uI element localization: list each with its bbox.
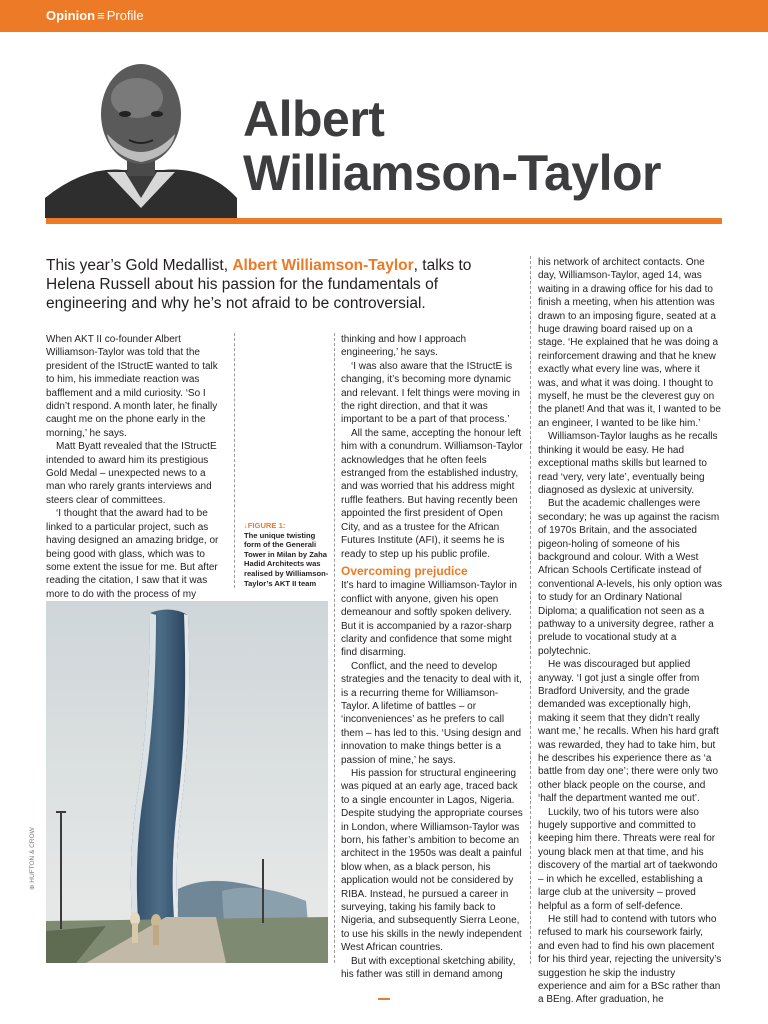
paragraph: ‘I was also aware that the IStructE is changing, it’s becoming more dynamic and relevant. I felt things were moving in the right direction, and that it was important to be a part of that process.’ (341, 360, 520, 426)
standfirst-pre: This year’s Gold Medallist, (46, 257, 233, 274)
photo-credit-text: HUFTON & CROW (29, 827, 36, 883)
name-line-first: Albert (243, 91, 385, 147)
paragraph: his network of architect contacts. One day, Williamson-Taylor, aged 14, was waiting in a drawing office for his dad to finish a meeting, when his attention was drawn to an imposing figure, seated at a huge drawing board raised up on a stage. ‘He explained that he was doing a reinforcement drawing and that he knew exactly what every line was, where it was, and what it was doing. I thought to myself, he must be the cleverest guy on the planet! And that was it, I wanted to be an engineer, I wanted to be like him.’ (538, 257, 721, 429)
paragraph: He was discouraged but applied anyway. ‘I got just a single offer from Bradford University, and the grade demanded was exceptionally high, making it seem that they didn’t really want me,’ he recalls. When his hard graft was rewarded, they had to take him, but he describes his experience there as ‘a battle from day one’; there were only two other black people on the course, and ‘half the department wanted me out’. (538, 659, 719, 805)
paragraph: thinking and how I approach engineering,’ he says. (341, 334, 467, 359)
paragraph: He still had to contend with tutors who refused to mark his coursework fairly, and even had to find his own placement for his third year, rejecting the university’s suggestion he skip the industry experience and aim for a BSc rather than a BEng. After graduation, he (538, 913, 722, 1006)
generali-tower-photo (46, 601, 328, 963)
portrait-photo (45, 48, 237, 218)
paragraph: All the same, accepting the honour left him with a conundrum. Williamson-Taylor acknowledges that he often feels estranged from the established industry, and was worried that his address might ruffle feathers. But having recently been appointed the first president of Open City, and as a trustee for the African Futures Institute (AFI), it seems he is ready to step up his public profile. (341, 427, 523, 560)
body-column-2 (341, 333, 523, 982)
section-label (46, 8, 144, 23)
subheading: Overcoming prejudice (341, 563, 468, 578)
standfirst (46, 256, 486, 313)
photo-credit: ⊕ HUFTON & CROW (29, 827, 36, 890)
profile-name-title (243, 92, 661, 200)
column-divider (334, 333, 335, 963)
figure-label: ↓FIGURE 1: (244, 521, 286, 530)
name-line-last: Williamson-Taylor (243, 145, 661, 201)
column-divider (530, 256, 531, 964)
figure-label-text: FIGURE 1: (247, 521, 286, 530)
subsection-name: Profile (106, 8, 144, 23)
standfirst-post: , talks to Helena Russell about his passion for the fundamentals of engineering and why he’s not afraid to be controversial. (46, 257, 472, 312)
paragraph: ‘I thought that the award had to be linked to a particular project, such as having designed an amazing bridge, or being good with glass, which was to some extent the issue for me. But after reading the citation, I saw that it was more to do with the process of my (46, 508, 219, 600)
paragraph: Luckily, two of his tutors were also hugely supportive and committed to keeping him there. Threats were real for young black men at that time, and his discovery of the martial art of taekwondo – in which he excelled, establishing a large club at the university – proved helpful as a form of self-defence. (538, 806, 718, 912)
paragraph: When AKT II co-founder Albert Williamson-Taylor was told that the president of the IStructE wanted to talk to him, his immediate reaction was bafflement and a mild curiosity. ‘So I didn’t respond. A month later, he finally caught me on the phone early in the morning,’ he says. (46, 334, 218, 439)
menu-icon: ≡ (97, 8, 105, 23)
paragraph: Conflict, and the need to develop strategies and the tenacity to deal with it, is a recurring theme for Williamson-Taylor. A lifetime of battles – or ‘inconveniences’ as he prefers to call them – has led to this. ‘Using design and innovation to make things better is a passion of mine,’ he says. (341, 660, 522, 766)
body-column-3 (538, 256, 722, 1007)
paragraph: Matt Byatt revealed that the IStructE intended to award him its prestigious Gold Medal – unexpected news to a man who rarely grants interviews and steers clear of committees. (46, 441, 217, 506)
section-header-bar (0, 0, 768, 32)
standfirst-highlight: Albert Williamson-Taylor (232, 257, 414, 274)
page-footer-mark (378, 998, 390, 1000)
body-column-1 (46, 333, 222, 601)
paragraph: But with exceptional sketching ability, his father was still in demand among (341, 955, 516, 981)
paragraph: It’s hard to imagine Williamson-Taylor in conflict with anyone, given his open demeanour and softly spoken delivery. But it is accompanied by a razor-sharp clarity and confidence that some might find disarming. (341, 580, 517, 659)
figure-caption (244, 521, 334, 588)
section-name: Opinion (46, 8, 96, 23)
paragraph: Williamson-Taylor laughs as he recalls thinking it would be easy. He had exceptional maths skills but learned to read ‘very, very late’, eventually being diagnosed as dyslexic at university. (538, 431, 718, 496)
paragraph: His passion for structural engineering was piqued at an early age, traced back to a single encounter in Lagos, Nigeria. Despite studying the appropriate courses in London, where Williamson-Taylor was born, his father’s ambition to become an architect in the 1950s was dealt a painful blow when, as a black person, his application would not be considered by RIBA. Instead, he pursued a career in surveying, taking his family back to Nigeria, and subsequently Sierra Leone, to use his skills in the newly independent West African countries. (341, 768, 523, 954)
figure-caption-text: The unique twisting form of the Generali Tower in Milan by Zaha Hadid Architects was realised by Williamson-Taylor’s AKT II team (244, 530, 329, 588)
column-divider (234, 333, 235, 588)
paragraph: But the academic challenges were secondary; he was up against the racism of 1970s Britain, and the associated pigeon-holing of someone of his background and colour. With a West African Schools Certificate instead of conventional A-levels, his only option was to study for an Ordinary National Diploma; a qualification not seen as a pathway to a university degree, rather a prelude to vocational study at a polytechnic. (538, 498, 722, 657)
title-rule (46, 218, 722, 224)
